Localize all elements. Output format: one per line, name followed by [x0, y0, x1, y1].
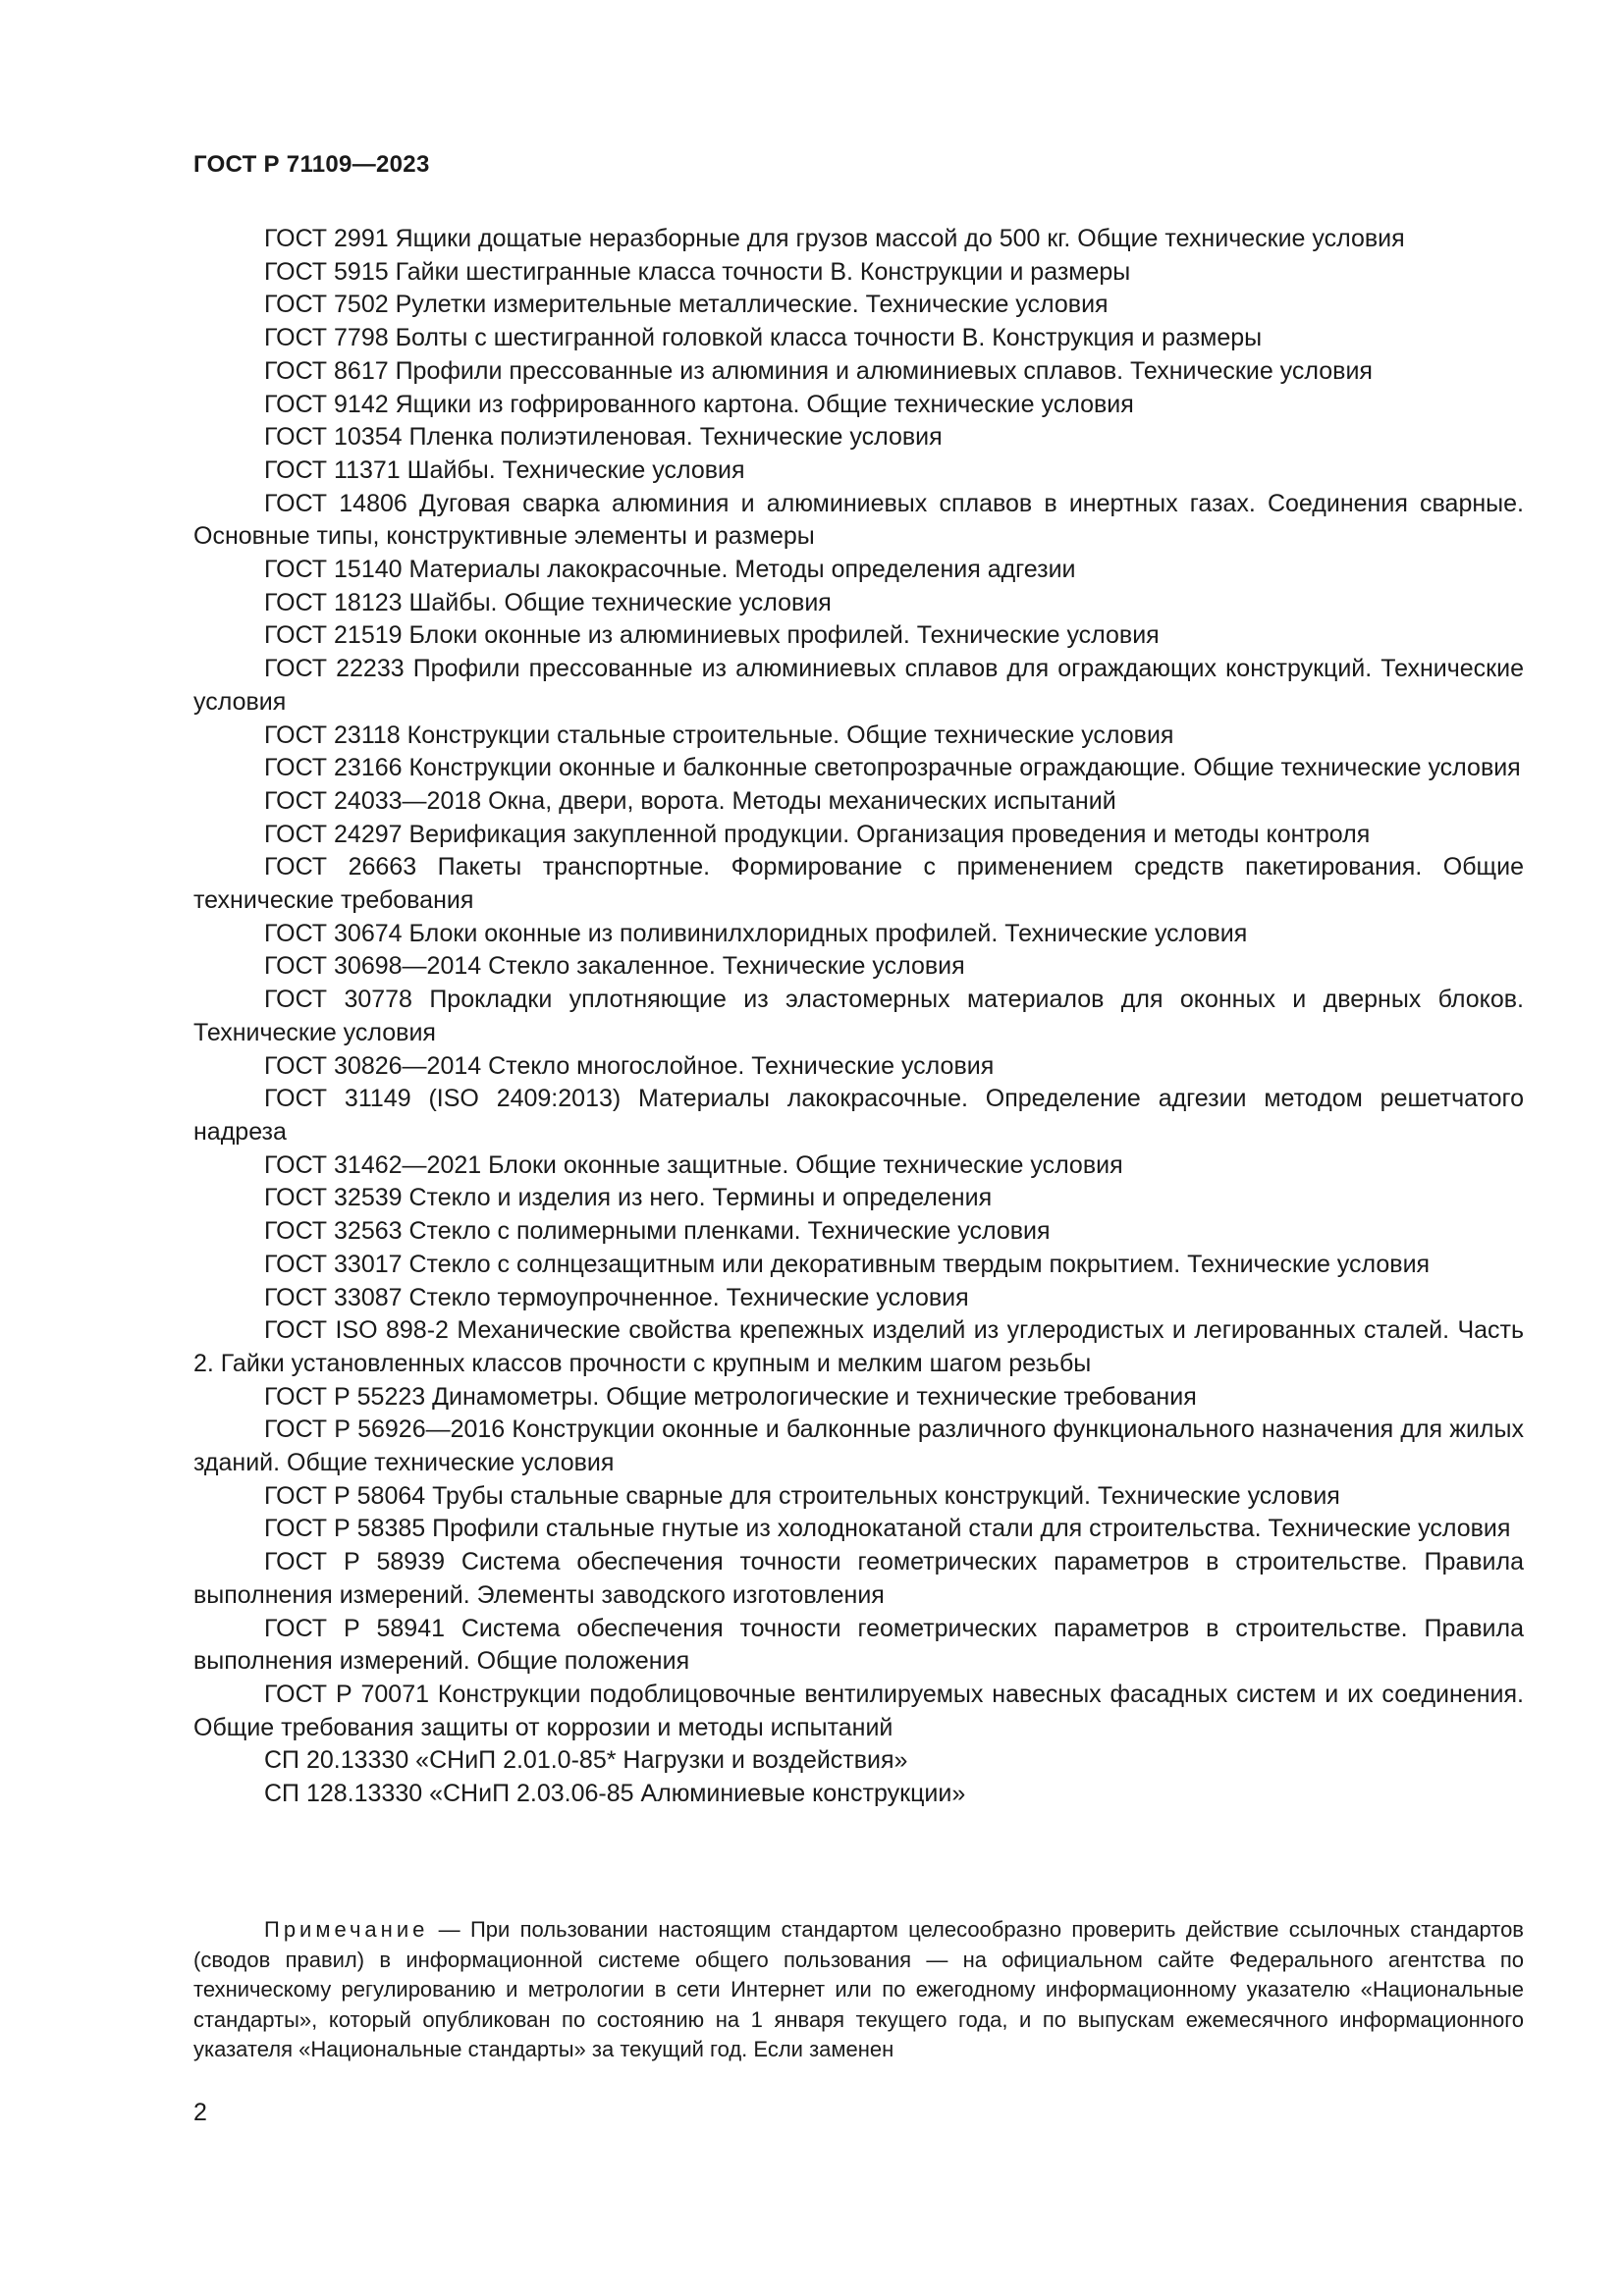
reference-item: ГОСТ 32563 Стекло с полимерными пленками. Технические условия	[264, 1217, 1051, 1246]
reference-item: ГОСТ 30826—2014 Стекло многослойное. Технические условия	[264, 1051, 995, 1080]
reference-item: СП 20.13330 «СНиП 2.01.0-85* Нагрузки и воздействия»	[264, 1746, 908, 1775]
reference-item: ГОСТ 9142 Ящики из гофрированного картона. Общие технические условия	[264, 390, 1134, 418]
reference-item: ГОСТ 11371 Шайбы. Технические условия	[264, 455, 745, 484]
note-paragraph	[193, 1915, 1524, 2065]
reference-item: СП 128.13330 «СНиП 2.03.06-85 Алюминиевые конструкции»	[264, 1780, 966, 1808]
reference-item: ГОСТ Р 56926—2016 Конструкции оконные и балконные различного функционального назначения для жилых зданий. Общие технические условия	[193, 1415, 1524, 1477]
reference-item: ГОСТ 31149 (ISO 2409:2013) Материалы лакокрасочные. Определение адгезии методом решетчатого надреза	[193, 1085, 1524, 1146]
normative-references-list	[193, 223, 1524, 1811]
reference-item: ГОСТ 10354 Пленка полиэтиленовая. Технические условия	[264, 423, 943, 452]
reference-item: ГОСТ Р 58939 Система обеспечения точности геометрических параметров в строительстве. Правила выполнения измерений. Элементы заводского изготовления	[193, 1548, 1524, 1609]
reference-item: ГОСТ 7798 Болты с шестигранной головкой класса точности В. Конструкция и размеры	[264, 324, 1263, 352]
reference-item: ГОСТ 30674 Блоки оконные из поливинилхлоридных профилей. Технические условия	[264, 919, 1248, 947]
reference-item: ГОСТ 7502 Рулетки измерительные металлические. Технические условия	[264, 291, 1109, 319]
reference-item: ГОСТ 33017 Стекло с солнцезащитным или декоративным твердым покрытием. Технические условия	[264, 1250, 1431, 1278]
reference-item: ГОСТ 23166 Конструкции оконные и балконные светопрозрачные ограждающие. Общие технические условия	[264, 754, 1521, 782]
reference-item: ГОСТ Р 58941 Система обеспечения точности геометрических параметров в строительстве. Правила выполнения измерений. Общие положения	[193, 1614, 1524, 1676]
reference-item: ГОСТ 30698—2014 Стекло закаленное. Технические условия	[264, 952, 965, 981]
reference-item: ГОСТ 15140 Материалы лакокрасочные. Методы определения адгезии	[264, 556, 1076, 584]
page-number: 2	[193, 2099, 207, 2126]
reference-item: ГОСТ 14806 Дуговая сварка алюминия и алюминиевых сплавов в инертных газах. Соединения сварные. Основные типы, конструктивные элементы и размеры	[193, 489, 1524, 551]
note-label: Примечание	[264, 1917, 429, 1942]
reference-item: ГОСТ Р 55223 Динамометры. Общие метрологические и технические требования	[264, 1382, 1197, 1411]
reference-item: ГОСТ 21519 Блоки оконные из алюминиевых профилей. Технические условия	[264, 621, 1160, 650]
reference-item: ГОСТ 33087 Стекло термоупрочненное. Технические условия	[264, 1283, 969, 1311]
reference-item: ГОСТ 23118 Конструкции стальные строительные. Общие технические условия	[264, 721, 1174, 749]
reference-item: ГОСТ 18123 Шайбы. Общие технические условия	[264, 588, 832, 616]
reference-item: ГОСТ Р 58385 Профили стальные гнутые из холоднокатаной стали для строительства. Технические условия	[264, 1515, 1511, 1543]
document-header: ГОСТ Р 71109—2023	[193, 151, 430, 178]
reference-item: ГОСТ 2991 Ящики дощатые неразборные для грузов массой до 500 кг. Общие технические условия	[264, 225, 1405, 252]
reference-item: ГОСТ 32539 Стекло и изделия из него. Термины и определения	[264, 1184, 993, 1212]
reference-item: ГОСТ ISO 898-2 Механические свойства крепежных изделий из углеродистых и легированных сталей. Часть 2. Гайки установленных классов прочности с крупным и мелким шагом резьбы	[193, 1316, 1524, 1377]
note-text: — При пользовании настоящим стандартом целесообразно проверить действие ссылочных стандартов (сводов правил) в информационной системе общего пользования — на официальном сайте Федерального агентства по техническому регулированию и метрологии в сети Интернет или по ежегодному информационному указателю «Национальные стандарты», который опубликован по состоянию на 1 января текущего года, и по выпускам ежемесячного информационного указателя «Национальные стандарты» за текущий год. Если заменен	[193, 1917, 1524, 2061]
reference-item: ГОСТ Р 58064 Трубы стальные сварные для строительных конструкций. Технические условия	[264, 1481, 1340, 1510]
reference-item: ГОСТ 8617 Профили прессованные из алюминия и алюминиевых сплавов. Технические условия	[264, 356, 1373, 385]
reference-item: ГОСТ 26663 Пакеты транспортные. Формирование с применением средств пакетирования. Общие технические требования	[193, 853, 1524, 915]
reference-item: ГОСТ 5915 Гайки шестигранные класса точности В. Конструкции и размеры	[264, 257, 1131, 286]
reference-item: ГОСТ 24297 Верификация закупленной продукции. Организация проведения и методы контроля	[264, 820, 1371, 848]
reference-item: ГОСТ Р 70071 Конструкции подоблицовочные вентилируемых навесных фасадных систем и их соединения. Общие требования защиты от коррозии и методы испытаний	[193, 1680, 1524, 1741]
reference-item: ГОСТ 24033—2018 Окна, двери, ворота. Методы механических испытаний	[264, 786, 1116, 815]
reference-item: ГОСТ 30778 Прокладки уплотняющие из эластомерных материалов для оконных и дверных блоков. Технические условия	[193, 986, 1524, 1046]
reference-item: ГОСТ 31462—2021 Блоки оконные защитные. Общие технические условия	[264, 1150, 1123, 1179]
reference-item: ГОСТ 22233 Профили прессованные из алюминиевых сплавов для ограждающих конструкций. Технические условия	[193, 655, 1524, 716]
